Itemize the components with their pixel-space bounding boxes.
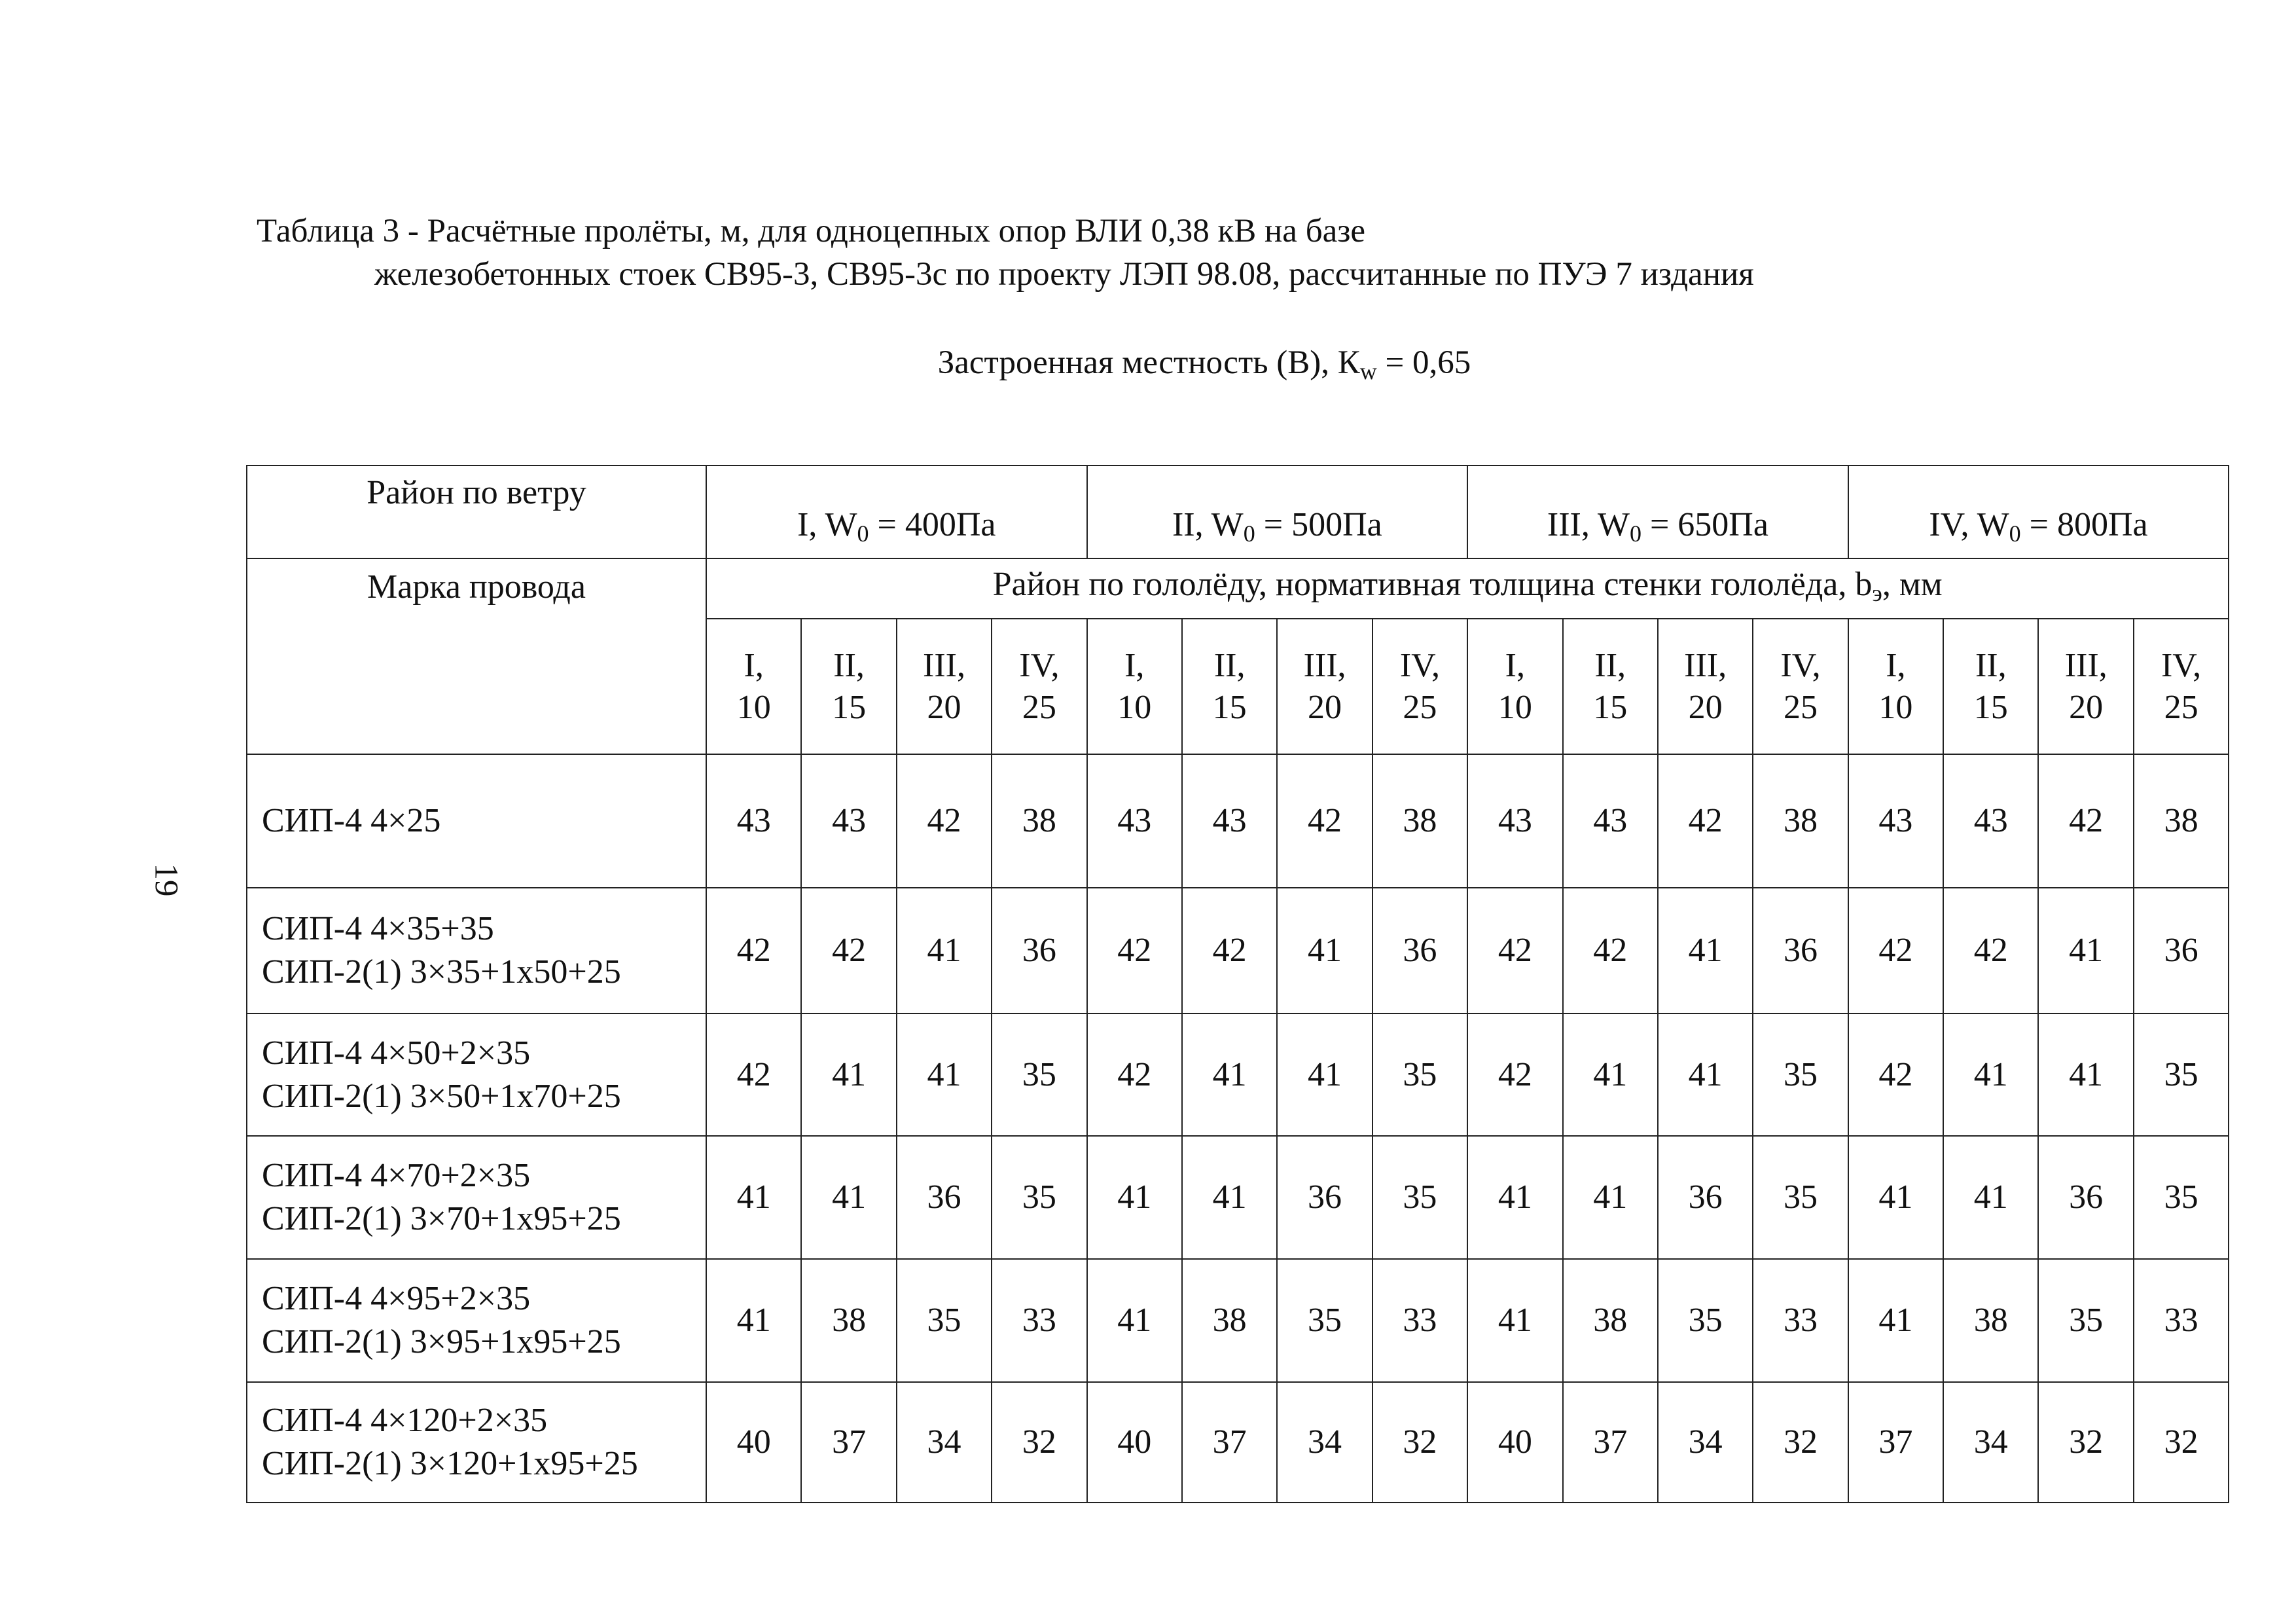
ice-subregion-header	[1563, 619, 1658, 754]
ice-subregion-roman: III,	[923, 646, 965, 684]
span-value-cell: 42	[1563, 888, 1658, 1013]
span-value-cell: 41	[1277, 1013, 1372, 1136]
ice-subregion-thickness: 20	[2069, 688, 2104, 726]
subtitle-tail: = 0,65	[1376, 344, 1471, 381]
span-value-cell: 41	[1658, 888, 1753, 1013]
span-value-cell: 42	[1467, 1013, 1562, 1136]
spans-table-container	[246, 465, 2229, 1503]
wire-mark-line-1: СИП-4 4×120+2×35	[262, 1402, 548, 1439]
span-value-cell: 41	[1182, 1136, 1277, 1259]
ice-subregion-roman: II,	[1594, 646, 1626, 684]
ice-subregion-thickness: 20	[1688, 688, 1723, 726]
wire-mark-line-1: СИП-4 4×95+2×35	[262, 1280, 531, 1317]
ice-subregion-roman: III,	[1684, 646, 1727, 684]
span-value-cell: 38	[2134, 754, 2229, 888]
span-value-cell: 36	[1372, 888, 1467, 1013]
span-value-cell: 36	[1753, 888, 1848, 1013]
ice-subregion-thickness: 20	[927, 688, 961, 726]
span-value-cell: 35	[1277, 1259, 1372, 1382]
span-value-cell: 42	[1182, 888, 1277, 1013]
wind-region-subscript: 0	[1629, 520, 1641, 547]
ice-subregion-roman: I,	[1124, 646, 1145, 684]
ice-subregion-thickness: 10	[736, 688, 771, 726]
wind-region-subscript: 0	[857, 520, 869, 547]
span-value-cell: 42	[1848, 888, 1943, 1013]
ice-subregion-header	[1182, 619, 1277, 754]
ice-subregion-header	[992, 619, 1086, 754]
span-value-cell: 41	[2038, 1013, 2133, 1136]
wind-region-subscript: 0	[2009, 520, 2021, 547]
span-value-cell: 36	[992, 888, 1086, 1013]
span-value-cell: 41	[1087, 1259, 1182, 1382]
ice-subregion-roman: I,	[1886, 646, 1906, 684]
ice-label-unit: , мм	[1882, 565, 1943, 603]
span-value-cell: 38	[1372, 754, 1467, 888]
wire-mark-line-2: СИП-2(1) 3×95+1х95+25	[262, 1323, 621, 1360]
wind-region-pressure: = 800Па	[2020, 506, 2148, 543]
span-value-cell: 43	[1467, 754, 1562, 888]
span-value-cell: 35	[2134, 1013, 2229, 1136]
wind-region-subscript: 0	[1243, 520, 1255, 547]
span-value-cell: 41	[1563, 1136, 1658, 1259]
span-value-cell: 42	[1658, 754, 1753, 888]
span-value-cell: 41	[1182, 1013, 1277, 1136]
span-value-cell: 41	[1277, 888, 1372, 1013]
table-row	[247, 1136, 2229, 1259]
ice-subregion-header	[2134, 619, 2229, 754]
wire-mark-cell	[247, 1136, 706, 1259]
span-value-cell: 33	[2134, 1259, 2229, 1382]
span-value-cell: 37	[1563, 1382, 1658, 1503]
table-caption	[257, 210, 1754, 296]
spans-table	[246, 465, 2229, 1503]
span-value-cell: 32	[2038, 1382, 2133, 1503]
span-value-cell: 35	[992, 1136, 1086, 1259]
ice-subregion-header	[1467, 619, 1562, 754]
wire-mark-line-1: СИП-4 4×70+2×35	[262, 1157, 531, 1194]
span-value-cell: 43	[1943, 754, 2038, 888]
wind-region-header	[1087, 465, 1468, 558]
span-value-cell: 40	[1087, 1382, 1182, 1503]
span-value-cell: 43	[801, 754, 896, 888]
span-value-cell: 43	[1182, 754, 1277, 888]
ice-subregion-thickness: 25	[1783, 688, 1818, 726]
span-value-cell: 34	[1658, 1382, 1753, 1503]
wind-region-header	[1848, 465, 2229, 558]
wire-mark-line-2: СИП-2(1) 3×50+1х70+25	[262, 1077, 621, 1115]
span-value-cell: 43	[1563, 754, 1658, 888]
ice-subregion-roman: II,	[1213, 646, 1246, 684]
ice-subregion-thickness: 20	[1308, 688, 1342, 726]
span-value-cell: 43	[1848, 754, 1943, 888]
ice-subregion-roman: IV,	[1399, 646, 1441, 684]
span-value-cell: 33	[992, 1259, 1086, 1382]
subtitle-text: Застроенная местность (В), К	[937, 344, 1360, 381]
wind-region-pressure: = 650Па	[1641, 506, 1768, 543]
subtitle-subscript: w	[1359, 358, 1377, 384]
span-value-cell: 41	[801, 1013, 896, 1136]
span-value-cell: 36	[1658, 1136, 1753, 1259]
span-value-cell: 42	[706, 1013, 801, 1136]
wire-mark-label: Марка провода	[247, 558, 706, 754]
wind-region-header	[706, 465, 1087, 558]
terrain-subtitle	[0, 344, 2296, 385]
span-value-cell: 37	[1182, 1382, 1277, 1503]
ice-subregion-header	[1943, 619, 2038, 754]
ice-subregion-roman: III,	[1303, 646, 1346, 684]
ice-label-text: Район по гололёду, нормативная толщина стенки гололёда, b	[992, 565, 1873, 603]
span-value-cell: 41	[897, 1013, 992, 1136]
ice-subregion-header	[897, 619, 992, 754]
span-value-cell: 41	[1087, 1136, 1182, 1259]
wind-region-name: II, W	[1172, 506, 1244, 543]
ice-subregion-roman: IV,	[1780, 646, 1821, 684]
wind-region-pressure: = 400Па	[869, 506, 996, 543]
span-value-cell: 41	[1848, 1136, 1943, 1259]
ice-subregion-header	[1848, 619, 1943, 754]
wind-region-header-row	[247, 465, 2229, 558]
ice-subregion-roman: IV,	[1019, 646, 1060, 684]
ice-subregion-roman: I,	[744, 646, 764, 684]
table-row	[247, 1259, 2229, 1382]
span-value-cell: 43	[1087, 754, 1182, 888]
ice-subregion-roman: III,	[2064, 646, 2108, 684]
span-value-cell: 36	[897, 1136, 992, 1259]
span-value-cell: 40	[706, 1382, 801, 1503]
span-value-cell: 41	[1658, 1013, 1753, 1136]
span-value-cell: 41	[1943, 1013, 2038, 1136]
ice-subregion-thickness: 10	[1878, 688, 1913, 726]
table-row	[247, 1013, 2229, 1136]
ice-subregion-header	[1372, 619, 1467, 754]
ice-subregion-header	[2038, 619, 2133, 754]
wind-region-name: III, W	[1547, 506, 1630, 543]
span-value-cell: 36	[2134, 888, 2229, 1013]
wire-mark-line-1: СИП-4 4×25	[262, 802, 441, 839]
span-value-cell: 41	[897, 888, 992, 1013]
span-value-cell: 38	[992, 754, 1086, 888]
ice-subregion-roman: II,	[833, 646, 865, 684]
ice-region-header-row	[247, 558, 2229, 619]
span-value-cell: 42	[897, 754, 992, 888]
page-number: 19	[147, 863, 185, 897]
wire-mark-line-2: СИП-2(1) 3×70+1х95+25	[262, 1200, 621, 1237]
span-value-cell: 43	[706, 754, 801, 888]
span-value-cell: 42	[2038, 754, 2133, 888]
span-value-cell: 36	[1277, 1136, 1372, 1259]
ice-subregion-thickness: 10	[1117, 688, 1152, 726]
span-value-cell: 41	[1467, 1259, 1562, 1382]
span-value-cell: 41	[801, 1136, 896, 1259]
ice-subregion-header	[1753, 619, 1848, 754]
span-value-cell: 35	[897, 1259, 992, 1382]
wire-mark-line-2: СИП-2(1) 3×120+1х95+25	[262, 1445, 638, 1482]
ice-subregion-header	[1087, 619, 1182, 754]
ice-subregion-header	[1658, 619, 1753, 754]
wire-mark-cell	[247, 1259, 706, 1382]
span-value-cell: 35	[2134, 1136, 2229, 1259]
ice-subregion-thickness: 25	[1022, 688, 1056, 726]
span-value-cell: 34	[1277, 1382, 1372, 1503]
ice-subregion-thickness: 10	[1498, 688, 1532, 726]
span-value-cell: 41	[706, 1259, 801, 1382]
span-value-cell: 32	[992, 1382, 1086, 1503]
span-value-cell: 38	[1563, 1259, 1658, 1382]
caption-line-2: железобетонных стоек СВ95-3, СВ95-3с по проекту ЛЭП 98.08, рассчитанные по ПУЭ 7 издания	[374, 256, 1754, 293]
caption-line-1: Таблица 3 - Расчётные пролёты, м, для одноцепных опор ВЛИ 0,38 кВ на базе	[257, 213, 1366, 249]
span-value-cell: 42	[706, 888, 801, 1013]
wire-mark-line-1: СИП-4 4×50+2×35	[262, 1034, 531, 1072]
span-value-cell: 42	[1277, 754, 1372, 888]
ice-region-label	[706, 558, 2229, 619]
wind-region-name: I, W	[797, 506, 857, 543]
wire-mark-cell	[247, 1013, 706, 1136]
span-value-cell: 37	[1848, 1382, 1943, 1503]
span-value-cell: 42	[1848, 1013, 1943, 1136]
wire-mark-line-2: СИП-2(1) 3×35+1х50+25	[262, 953, 621, 991]
wind-region-label: Район по ветру	[247, 465, 706, 558]
ice-subregion-thickness: 15	[1973, 688, 2008, 726]
span-value-cell: 41	[706, 1136, 801, 1259]
wind-region-pressure: = 500Па	[1255, 506, 1382, 543]
span-value-cell: 35	[1753, 1136, 1848, 1259]
span-value-cell: 32	[1372, 1382, 1467, 1503]
span-value-cell: 42	[1943, 888, 2038, 1013]
ice-subregion-header	[801, 619, 896, 754]
ice-subregion-roman: IV,	[2161, 646, 2202, 684]
ice-subregion-thickness: 15	[1212, 688, 1247, 726]
span-value-cell: 32	[1753, 1382, 1848, 1503]
span-value-cell: 42	[1087, 888, 1182, 1013]
wire-mark-cell	[247, 754, 706, 888]
wind-region-header	[1467, 465, 1848, 558]
span-value-cell: 34	[1943, 1382, 2038, 1503]
span-value-cell: 41	[2038, 888, 2133, 1013]
span-value-cell: 35	[992, 1013, 1086, 1136]
span-value-cell: 33	[1753, 1259, 1848, 1382]
span-value-cell: 37	[801, 1382, 896, 1503]
table-row	[247, 888, 2229, 1013]
span-value-cell: 41	[1563, 1013, 1658, 1136]
span-value-cell: 35	[2038, 1259, 2133, 1382]
span-value-cell: 35	[1372, 1013, 1467, 1136]
ice-subregion-roman: I,	[1505, 646, 1525, 684]
span-value-cell: 35	[1372, 1136, 1467, 1259]
span-value-cell: 38	[1753, 754, 1848, 888]
span-value-cell: 42	[801, 888, 896, 1013]
span-value-cell: 36	[2038, 1136, 2133, 1259]
span-value-cell: 34	[897, 1382, 992, 1503]
span-value-cell: 38	[1182, 1259, 1277, 1382]
ice-subregion-thickness: 25	[1403, 688, 1437, 726]
ice-subregion-thickness: 15	[832, 688, 867, 726]
span-value-cell: 40	[1467, 1382, 1562, 1503]
wind-region-name: IV, W	[1929, 506, 2009, 543]
wire-mark-line-1: СИП-4 4×35+35	[262, 910, 494, 947]
wire-mark-cell	[247, 1382, 706, 1503]
span-value-cell: 35	[1658, 1259, 1753, 1382]
span-value-cell: 42	[1467, 888, 1562, 1013]
span-value-cell: 38	[1943, 1259, 2038, 1382]
ice-subregion-header	[706, 619, 801, 754]
span-value-cell: 41	[1848, 1259, 1943, 1382]
table-row	[247, 754, 2229, 888]
span-value-cell: 42	[1087, 1013, 1182, 1136]
ice-label-subscript: э	[1872, 579, 1882, 606]
ice-subregion-roman: II,	[1975, 646, 2007, 684]
span-value-cell: 41	[1943, 1136, 2038, 1259]
ice-subregion-thickness: 25	[2164, 688, 2198, 726]
wire-mark-cell	[247, 888, 706, 1013]
span-value-cell: 35	[1753, 1013, 1848, 1136]
ice-subregion-header	[1277, 619, 1372, 754]
span-value-cell: 38	[801, 1259, 896, 1382]
ice-subregion-thickness: 15	[1593, 688, 1628, 726]
span-value-cell: 32	[2134, 1382, 2229, 1503]
span-value-cell: 33	[1372, 1259, 1467, 1382]
span-value-cell: 41	[1467, 1136, 1562, 1259]
table-row	[247, 1382, 2229, 1503]
